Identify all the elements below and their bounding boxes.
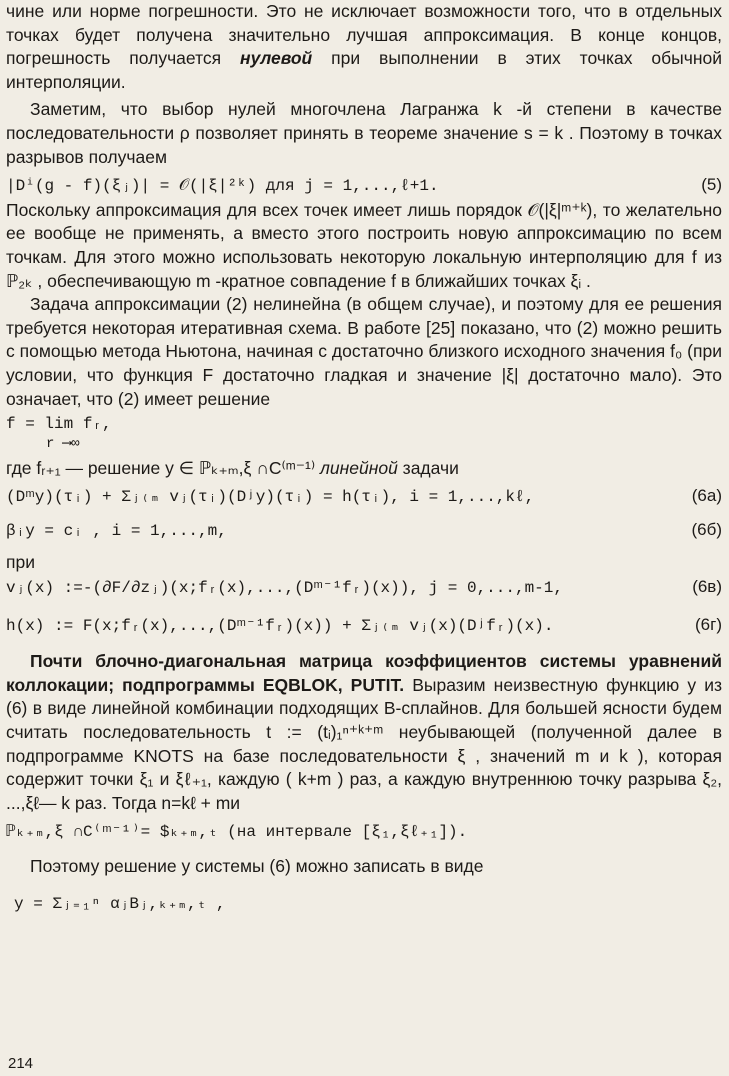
equation-limit-expr: f = lim fᵣ, xyxy=(6,415,112,434)
equation-5 xyxy=(6,173,722,199)
equation-8 xyxy=(6,893,722,917)
equation-6a-expr: (Dᵐy)(τᵢ) + Σⱼ₍ₘ vⱼ(τᵢ)(Dʲy)(τᵢ) = h(τᵢ), i = 1,...,kℓ, xyxy=(6,488,535,507)
label-pri: при xyxy=(6,552,35,573)
paragraph-6 xyxy=(6,650,722,815)
section-title: Почти блочно-диагональная матрица коэффициентов системы уравнений коллокации; подпрограммы EQBLOK, PUTIT. xyxy=(6,651,722,695)
page xyxy=(6,0,722,916)
equation-6b xyxy=(6,518,722,544)
equation-6g-expr: h(x) := F(x;fᵣ(x),...,(Dᵐ⁻¹fᵣ)(x)) + Σⱼ₍ₘ vⱼ(x)(Dʲfᵣ)(x). xyxy=(6,616,554,635)
equation-7-expr: ℙₖ₊ₘ,ξ ∩C⁽ᵐ⁻¹⁾= $ₖ₊ₘ,ₜ (на интервале [ξ₁,ξℓ₊₁]). xyxy=(6,823,468,842)
paragraph-1 xyxy=(6,0,722,94)
paragraph-5 xyxy=(6,457,722,481)
p5-text-b: задачи xyxy=(397,457,459,478)
p6-text: Выразим неизвестную функцию y из (6) в виде линейной комбинации подходящих B-сплайнов. Для большей ясности будем считать последовательность t := (tᵢ)₁ⁿ⁺ᵏ⁺ᵐ неубывающей (полученной далее в подпрограмме KNOTS на базе последовательности ξ , значений m и k ), которая содержит точки ξ₁ и ξℓ₊₁, каждую ( k+m ) раз, а каждую внутреннюю точку разрыва ξ₂, ...,ξℓ— k раз. Тогда n=kℓ + mи xyxy=(6,674,722,813)
equation-6v xyxy=(6,575,722,601)
page-number: 214 xyxy=(8,1055,34,1072)
equation-6b-expr: βᵢy = cᵢ , i = 1,...,m, xyxy=(6,521,227,540)
paragraph-2: Заметим, что выбор нулей многочлена Лагранжа k -й степени в качестве последовательности ρ позволяет принять в теореме значение s = k . Поэтому в точках разрывов получаем xyxy=(6,99,722,167)
equation-7 xyxy=(6,821,722,845)
equation-5-expr: |Dⁱ(g - f)(ξⱼ)| = 𝒪(|ξ|²ᵏ) для j = 1,...,ℓ+1. xyxy=(6,177,439,196)
paragraph-3: Поскольку аппроксимация для всех точек имеет лишь порядок 𝒪(|ξ|ᵐ⁺ᵏ), то желательно ее вообще не применять, а вместо этого построить новую аппроксимацию по всем точкам. Для этого можно использовать некоторую локальную интерполяцию для f из ℙ₂ₖ , обеспечивающую m -кратное совпадение f в ближайших точках ξᵢ . xyxy=(6,199,722,291)
paragraph-7: Поэтому решение y системы (6) можно записать в виде xyxy=(30,856,484,876)
paragraph-4: Задача аппроксимации (2) нелинейна (в общем случае), и поэтому для ее решения требуется некоторая итеративная схема. В работе [25] показано, что (2) можно решить с помощью метода Ньютона, начиная с достаточно близкого исходного значения f₀ (при условии, что функция F достаточно гладкая и значение |ξ| достаточно мало). Это означает, что (2) имеет решение xyxy=(6,294,722,409)
equation-6v-number: (6в) xyxy=(692,577,722,597)
equation-limit xyxy=(6,413,722,437)
equation-6v-expr: vⱼ(x) :=-(∂F/∂zⱼ)(x;fᵣ(x),...,(Dᵐ⁻¹fᵣ)(x)), j = 0,...,m-1, xyxy=(6,579,563,598)
equation-5-number: (5) xyxy=(701,175,722,195)
equation-6a xyxy=(6,484,722,510)
p1-text-a: чине или норме погрешности. Это не исключает возможности того, что в отдельных точках будет получена значительно лучшая аппроксимация. В конце концов, погрешность получается xyxy=(6,1,722,69)
equation-6b-number: (6б) xyxy=(691,519,722,539)
equation-8-expr: y = Σⱼ₌₁ⁿ αⱼBⱼ,ₖ₊ₘ,ₜ , xyxy=(14,894,226,913)
equation-6a-number: (6а) xyxy=(691,486,722,506)
equation-6g xyxy=(6,613,722,639)
equation-6g-number: (6г) xyxy=(695,614,722,634)
p5-emphasis: линейной xyxy=(320,457,398,478)
equation-limit-subscript xyxy=(6,437,722,451)
p5-text-a: где fᵣ₊₁ — решение y ∈ ℙₖ₊ₘ,ξ ∩C⁽ᵐ⁻¹⁾ xyxy=(6,457,321,478)
limit-subscript: r ⟶∞ xyxy=(46,435,80,452)
p1-text-b: при выполнении в этих точках обычной интерполяции. xyxy=(6,48,723,92)
p1-emphasis: нулевой xyxy=(240,48,313,69)
